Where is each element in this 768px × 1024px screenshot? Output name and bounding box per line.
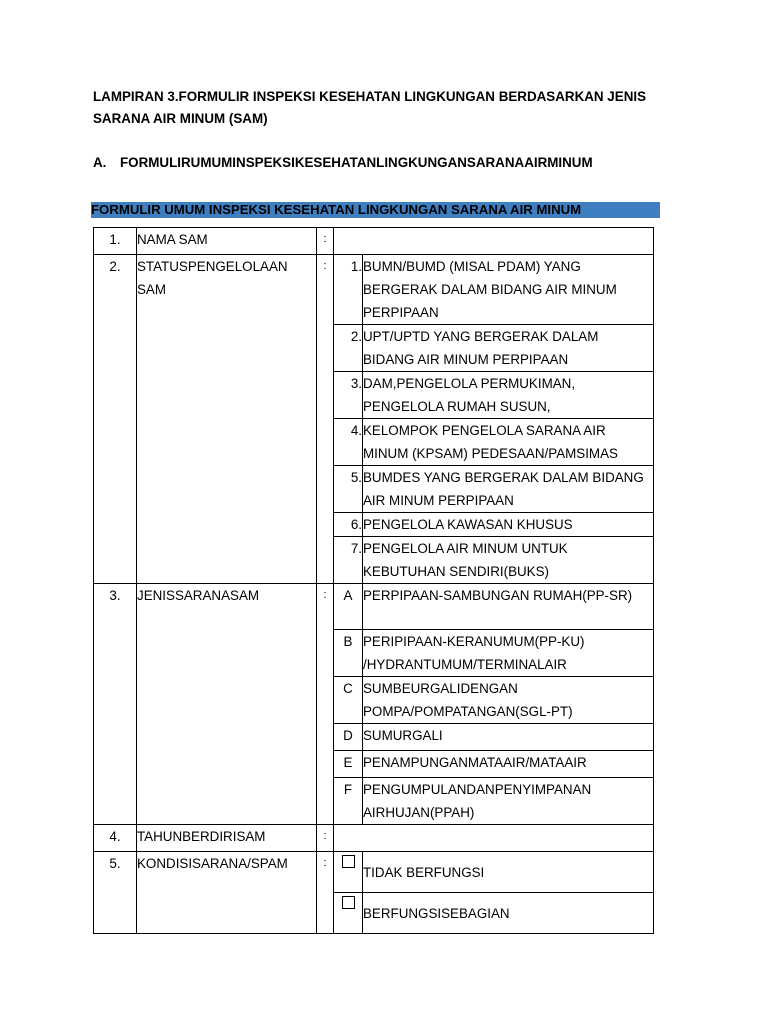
field-label-tahun-berdiri: TAHUNBERDIRISAM — [137, 825, 317, 852]
jenis-option[interactable]: SUMBEURGALIDENGAN POMPA/POMPATANGAN(SGL-PT) — [363, 677, 654, 724]
row-number: 5. — [94, 852, 137, 934]
row-number: 2. — [94, 255, 137, 584]
option-letter: A — [334, 584, 363, 630]
jenis-option[interactable]: SUMURGALI — [363, 724, 654, 751]
field-label-jenis-sarana: JENISSARANASAM — [137, 584, 317, 825]
table-row — [94, 584, 654, 630]
option-number: 7. — [334, 537, 363, 584]
checkbox-tidak-berfungsi[interactable] — [342, 855, 355, 868]
jenis-option[interactable]: PENAMPUNGANMATAAIR/MATAAIR — [363, 751, 654, 778]
status-option[interactable]: UPT/UPTD YANG BERGERAK DALAM BIDANG AIR MINUM PERPIPAAN — [363, 325, 654, 372]
option-number: 5. — [334, 466, 363, 513]
field-label-status-pengelolaan: STATUSPENGELOLAAN SAM — [137, 255, 317, 584]
row-number: 1. — [94, 228, 137, 255]
table-row — [94, 825, 654, 852]
section-a-title: FORMULIRUMUMINSPEKSIKESEHATANLINGKUNGANSARANAAIRMINUM — [120, 155, 593, 170]
row-number: 3. — [94, 584, 137, 825]
option-letter: B — [334, 630, 363, 677]
option-number: 4. — [334, 419, 363, 466]
jenis-option[interactable]: PERIPIPAAN-KERANUMUM(PP-KU) /HYDRANTUMUM/TERMINALAIR — [363, 630, 654, 677]
status-option[interactable]: PENGELOLA KAWASAN KHUSUS — [363, 513, 654, 537]
colon-separator: : — [317, 584, 334, 825]
checkbox-berfungsi-sebagian[interactable] — [342, 896, 355, 909]
field-label-nama-sam: NAMA SAM — [137, 228, 317, 255]
status-option[interactable]: BUMN/BUMD (MISAL PDAM) YANG BERGERAK DALAM BIDANG AIR MINUM PERPIPAAN — [363, 255, 654, 325]
status-option[interactable]: PENGELOLA AIR MINUM UNTUK KEBUTUHAN SENDIRI(BUKS) — [363, 537, 654, 584]
colon-separator: : — [317, 825, 334, 852]
table-row — [94, 852, 654, 893]
tahun-berdiri-input[interactable] — [334, 825, 654, 852]
option-letter: F — [334, 778, 363, 825]
status-option[interactable]: DAM,PENGELOLA PERMUKIMAN, PENGELOLA RUMAH SUSUN, — [363, 372, 654, 419]
option-number: 3. — [334, 372, 363, 419]
kondisi-option: TIDAK BERFUNGSI — [363, 852, 654, 893]
table-row — [94, 228, 654, 255]
status-option[interactable]: KELOMPOK PENGELOLA SARANA AIR MINUM (KPSAM) PEDESAAN/PAMSIMAS — [363, 419, 654, 466]
form-banner: FORMULIR UMUM INSPEKSI KESEHATAN LINGKUNGAN SARANA AIR MINUM — [91, 202, 660, 218]
option-letter: D — [334, 724, 363, 751]
checkbox-cell — [334, 893, 363, 934]
colon-separator: : — [317, 852, 334, 934]
document-title: LAMPIRAN 3.FORMULIR INSPEKSI KESEHATAN LINGKUNGAN BERDASARKAN JENIS SARANA AIR MINUM (SAM) — [93, 89, 647, 126]
inspection-form-table — [93, 227, 654, 934]
table-row — [94, 255, 654, 325]
option-number: 6. — [334, 513, 363, 537]
nama-sam-input[interactable] — [334, 228, 654, 255]
jenis-option[interactable]: PENGUMPULANDANPENYIMPANAN AIRHUJAN(PPAH) — [363, 778, 654, 825]
row-number: 4. — [94, 825, 137, 852]
colon-separator: : — [317, 255, 334, 584]
section-a-heading — [93, 153, 593, 173]
option-number: 1. — [334, 255, 363, 325]
section-a-number: A. — [93, 155, 107, 170]
checkbox-cell — [334, 852, 363, 893]
colon-separator: : — [317, 228, 334, 255]
field-label-kondisi-sarana: KONDISISARANA/SPAM — [137, 852, 317, 934]
status-option[interactable]: BUMDES YANG BERGERAK DALAM BIDANG AIR MINUM PERPIPAAN — [363, 466, 654, 513]
option-letter: E — [334, 751, 363, 778]
kondisi-option: BERFUNGSISEBAGIAN — [363, 893, 654, 934]
jenis-option[interactable]: PERPIPAAN-SAMBUNGAN RUMAH(PP-SR) — [363, 584, 654, 630]
option-number: 2. — [334, 325, 363, 372]
option-letter: C — [334, 677, 363, 724]
